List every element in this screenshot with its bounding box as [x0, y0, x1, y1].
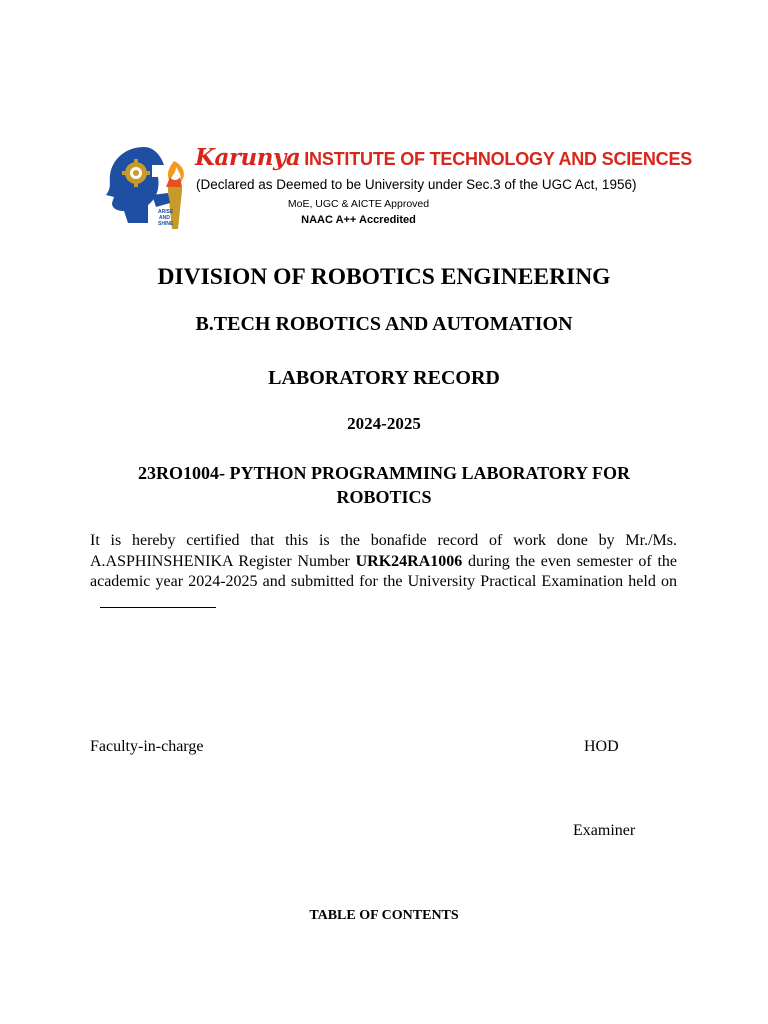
logo-motto-and: AND — [159, 215, 170, 221]
brand-name: Karunya — [195, 144, 301, 171]
program-title: B.TECH ROBOTICS AND AUTOMATION — [195, 313, 573, 335]
course-title-line2: ROBOTICS — [336, 487, 432, 507]
record-title: LABORATORY RECORD — [268, 367, 500, 389]
academic-year: 2024-2025 — [347, 414, 421, 433]
exam-date-blank — [100, 593, 216, 608]
register-number: URK24RA1006 — [355, 552, 463, 570]
examiner-signature-label: Examiner — [573, 822, 636, 839]
certificate-paragraph — [90, 531, 677, 614]
karunya-logo — [104, 143, 188, 231]
approval-note: MoE, UGC & AICTE Approved — [287, 198, 430, 210]
certificate-text-after: during the even semester of the academic year 2024-2025 and submitted for the University Practical Examination held on — [90, 552, 678, 590]
deemed-university-note: (Declared as Deemed to be University under Sec.3 of the UGC Act, 1956) — [196, 177, 637, 192]
certificate-text-before: It is hereby certified that this is the bonafide record of work done by Mr./Ms. A.ASPHINSHENIKA Register Number — [90, 532, 677, 570]
institute-brand — [195, 144, 692, 171]
division-title: DIVISION OF ROBOTICS ENGINEERING — [157, 264, 611, 290]
faculty-signature-label: Faculty-in-charge — [90, 738, 204, 755]
accreditation-note: NAAC A++ Accredited — [301, 214, 416, 226]
logo-motto-shine: SHINE — [158, 221, 174, 227]
hand-shape — [152, 193, 170, 207]
course-title-line1: 23RO1004- PYTHON PROGRAMMING LABORATORY FOR — [137, 463, 631, 483]
course-title — [0, 461, 768, 509]
hod-signature-label: HOD — [584, 738, 619, 755]
table-of-contents-heading: TABLE OF CONTENTS — [309, 908, 459, 923]
institute-name: INSTITUTE OF TECHNOLOGY AND SCIENCES — [304, 149, 693, 169]
logo-motto-arise: ARISE — [158, 209, 174, 215]
